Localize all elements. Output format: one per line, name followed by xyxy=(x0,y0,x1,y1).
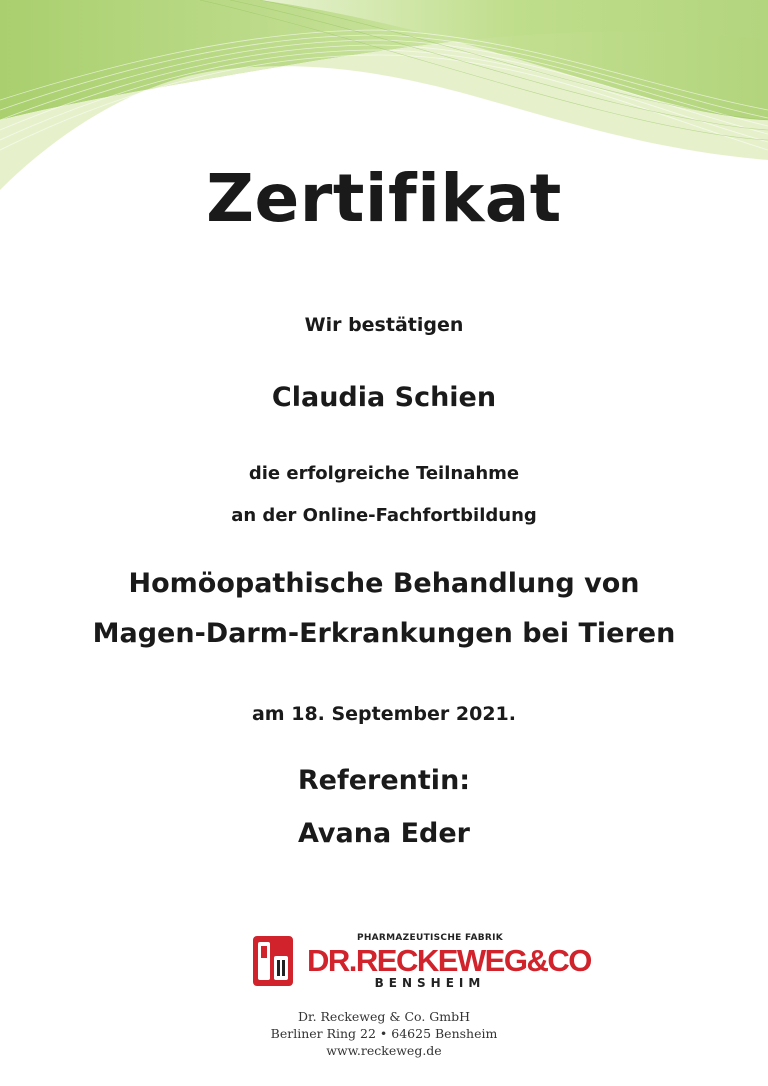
company-logo xyxy=(250,928,591,998)
logo-tagline: PHARMAZEUTISCHE FABRIK xyxy=(356,933,504,943)
confirmation-text: Wir bestätigen xyxy=(304,314,464,336)
course-title-line-2: Magen-Darm-Erkrankungen bei Tieren xyxy=(92,618,676,649)
description-line-1: die erfolgreiche Teilnahme xyxy=(248,463,520,484)
description-line-2: an der Online-Fachfortbildung xyxy=(231,505,537,526)
company-address xyxy=(0,1008,768,1059)
logo-city: BENSHEIM xyxy=(374,976,486,990)
street-address: Berliner Ring 22 • 64625 Bensheim xyxy=(270,1026,498,1041)
company-name: Dr. Reckeweg & Co. GmbH xyxy=(297,1009,471,1024)
reckeweg-logo-icon xyxy=(253,936,293,986)
speaker-name: Avana Eder xyxy=(298,818,470,849)
course-date: am 18. September 2021. xyxy=(251,703,516,725)
certificate-title: Zertifikat xyxy=(206,160,562,237)
recipient-name: Claudia Schien xyxy=(271,382,497,413)
course-title-line-1: Homöopathische Behandlung von xyxy=(128,568,640,599)
logo-brand: DR.RECKEWEG&CO xyxy=(307,943,591,978)
website-link: www.reckeweg.de xyxy=(326,1043,442,1058)
speaker-label: Referentin: xyxy=(297,765,471,796)
